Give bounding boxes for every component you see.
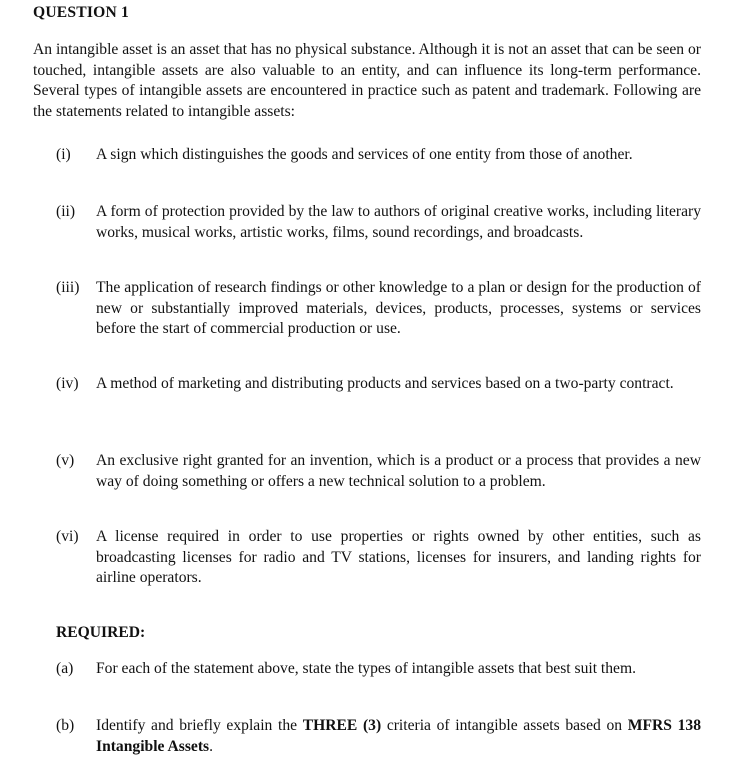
question-a	[56, 659, 701, 680]
question-text	[96, 716, 701, 757]
statement-number: (vi)	[56, 528, 79, 545]
bold-criteria-count: THREE (3)	[302, 717, 382, 734]
statement-number: (iii)	[56, 279, 80, 296]
statement-text: A sign which distinguishes the goods and services of one entity from those of another.	[96, 146, 633, 163]
question-text-part: Identify and briefly explain the	[96, 717, 303, 734]
statement-text: An exclusive right granted for an invention, which is a product or a process that provides a new way of doing something or offers a new technical solution to a problem.	[96, 452, 701, 490]
statement-text: A form of protection provided by the law to authors of original creative works, including literary works, musical works, artistic works, films, sound recordings, and broadcasts.	[96, 203, 701, 241]
question-title: QUESTION 1	[33, 4, 130, 21]
question-b	[56, 716, 701, 757]
statement-item	[56, 374, 701, 395]
question-number: (b)	[56, 717, 75, 734]
statement-number: (iv)	[56, 375, 79, 392]
question-text-part: criteria of intangible assets based on	[381, 717, 628, 734]
statement-number: (i)	[56, 146, 71, 163]
statement-number: (v)	[56, 452, 75, 469]
statement-number: (ii)	[56, 203, 76, 220]
question-text-part: .	[209, 737, 213, 755]
statement-text: A license required in order to use properties or rights owned by other entities, such as broadcasting licenses for radio and TV stations, licenses for insurers, and landing rights for airline operators.	[96, 528, 701, 586]
statement-item	[56, 451, 701, 492]
intro-paragraph: An intangible asset is an asset that has no physical substance. Although it is not an asset that can be seen or touched, intangible assets are also valuable to an entity, and can influence its long-term performance. Several types of intangible assets are encountered in practice such as patent and trademark. Following are the statements related to intangible assets:	[33, 41, 701, 120]
statement-item	[56, 202, 701, 243]
statement-item	[56, 145, 701, 166]
statement-text: A method of marketing and distributing products and services based on a two-party contract.	[96, 375, 674, 392]
statement-item	[56, 527, 701, 589]
bold-standard-name: MFRS 138 Intangible Assets	[96, 717, 701, 755]
statement-item	[56, 278, 701, 340]
question-text: For each of the statement above, state the types of intangible assets that best suit them.	[96, 660, 637, 677]
required-heading: REQUIRED:	[56, 624, 146, 641]
question-number: (a)	[56, 660, 74, 677]
statement-text: The application of research findings or other knowledge to a plan or design for the production of new or substantially improved materials, devices, products, processes, systems or services before the start of commercial production or use.	[96, 279, 701, 337]
